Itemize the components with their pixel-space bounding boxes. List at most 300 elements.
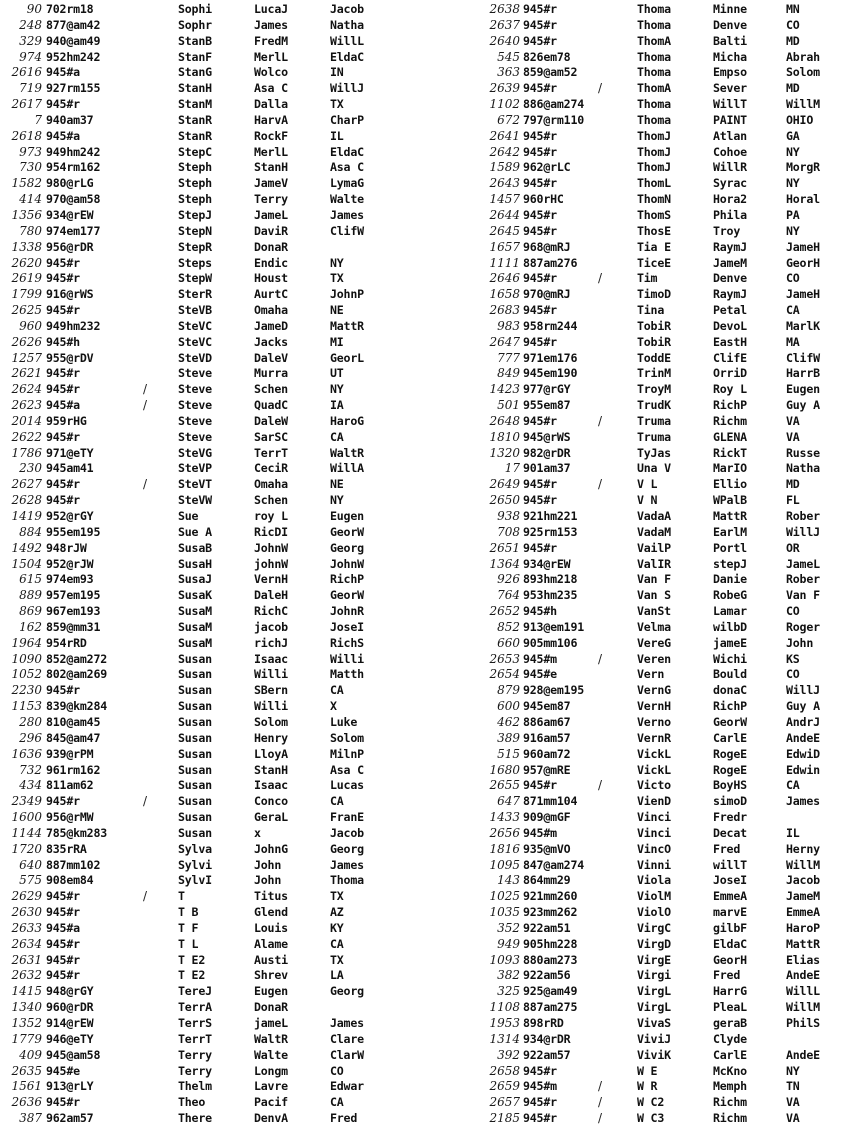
name-field-1: Steve (178, 382, 212, 397)
record-code: 839@km284 (46, 699, 108, 714)
list-item (0, 1111, 421, 1127)
handwritten-number: 462 (497, 714, 520, 729)
name-field-1: StanR (178, 128, 212, 143)
list-item (0, 937, 421, 953)
list-item (430, 208, 843, 224)
name-field-1: Susan (178, 683, 212, 698)
name-field-3: JameH (786, 287, 820, 302)
list-item (0, 129, 421, 145)
name-field-3: MD (786, 81, 800, 96)
name-field-2: HarrG (713, 984, 747, 999)
name-field-1: Terry (178, 1047, 212, 1062)
handwritten-number: 2628 (11, 493, 42, 508)
record-code: 887am275 (523, 1000, 578, 1015)
list-item (0, 240, 421, 256)
handwritten-number: 732 (19, 762, 42, 777)
name-field-2: marvE (713, 905, 747, 920)
record-code: 871mm104 (523, 794, 578, 809)
name-field-1: ThomN (637, 192, 671, 207)
name-field-3: IL (330, 128, 344, 143)
name-field-2: JameV (254, 176, 288, 191)
handwritten-number: 2657 (489, 1095, 520, 1110)
name-field-1: SusaK (178, 588, 212, 603)
record-code: 945@rWS (523, 429, 571, 444)
handwritten-number: 2642 (489, 144, 520, 159)
name-field-1: Susan (178, 825, 212, 840)
list-item (430, 667, 843, 683)
record-code: 945#r (46, 477, 80, 492)
name-field-1: ViviK (637, 1047, 671, 1062)
list-item (0, 842, 421, 858)
name-field-3: JohnR (330, 604, 364, 619)
name-field-1: StanM (178, 97, 212, 112)
handwritten-number: 2646 (489, 271, 520, 286)
list-item (0, 208, 421, 224)
list-item (430, 113, 843, 129)
handwritten-number: 1636 (11, 746, 42, 761)
handwritten-number: 392 (497, 1047, 520, 1062)
name-field-2: EastH (713, 334, 747, 349)
name-field-2: VernH (254, 572, 288, 587)
name-field-1: Sylvi (178, 857, 212, 872)
record-code: 810@am45 (46, 714, 101, 729)
record-code: 893hm218 (523, 572, 578, 587)
name-field-1: SusaM (178, 604, 212, 619)
name-field-3: John (786, 635, 814, 650)
name-field-1: Van F (637, 572, 671, 587)
name-field-3: WillM (786, 97, 820, 112)
record-code: 945#r (523, 1063, 557, 1078)
name-field-2: stepJ (713, 556, 747, 571)
name-field-3: MA (786, 334, 800, 349)
record-code: 802@am269 (46, 667, 108, 682)
name-field-3: EldaC (330, 144, 364, 159)
record-code: 945#r (523, 128, 557, 143)
name-field-2: MerlL (254, 49, 288, 64)
handwritten-number: 2658 (489, 1063, 520, 1078)
name-field-2: DaleV (254, 350, 288, 365)
name-field-2: RogeE (713, 746, 747, 761)
name-field-1: Sue A (178, 524, 212, 539)
name-field-2: Willi (254, 699, 288, 714)
list-item (0, 588, 421, 604)
handwritten-number: 2014 (11, 413, 42, 428)
record-code: 945#r (523, 17, 557, 32)
handwritten-number: 879 (497, 683, 520, 698)
name-field-1: TrudK (637, 398, 671, 413)
name-field-2: Denve (713, 271, 747, 286)
name-field-1: TerrA (178, 1000, 212, 1015)
name-field-3: AndeE (786, 1047, 820, 1062)
name-field-1: StanF (178, 49, 212, 64)
name-field-3: NY (786, 1063, 800, 1078)
list-item (0, 968, 421, 984)
record-code: 945#r (523, 334, 557, 349)
name-field-3: GeorW (330, 524, 364, 539)
list-item (430, 1032, 843, 1048)
record-code: 945#r (46, 968, 80, 983)
name-field-3: ClarW (330, 1047, 364, 1062)
record-code: 961rm162 (46, 762, 101, 777)
name-field-1: Sylva (178, 841, 212, 856)
list-item (430, 509, 843, 525)
name-field-2: Walte (254, 1047, 288, 1062)
name-field-2: Louis (254, 920, 288, 935)
list-item (0, 81, 421, 97)
handwritten-number: 1419 (11, 509, 42, 523)
handwritten-number: 2655 (489, 778, 520, 793)
name-field-1: StepN (178, 223, 212, 238)
list-item (0, 683, 421, 699)
name-field-1: Vinci (637, 810, 671, 825)
check-mark: / (598, 271, 603, 286)
name-field-3: KY (330, 920, 344, 935)
name-field-2: DonaR (254, 1000, 288, 1015)
name-field-3: CA (330, 794, 344, 809)
list-item (0, 335, 421, 351)
name-field-2: jameE (713, 635, 747, 650)
record-code: 940@am49 (46, 33, 101, 48)
name-field-1: VirgC (637, 920, 671, 935)
record-code: 945#r (46, 97, 80, 112)
record-code: 811am62 (46, 778, 94, 793)
name-field-3: EldaC (330, 49, 364, 64)
name-field-3: CA (330, 936, 344, 951)
record-code: 922am56 (523, 968, 571, 983)
list-item (430, 826, 843, 842)
record-code: 923mm262 (523, 905, 578, 920)
list-item (0, 905, 421, 921)
name-field-1: SusaM (178, 619, 212, 634)
record-code: 971@eTY (46, 445, 94, 460)
name-field-2: Clyde (713, 1031, 747, 1046)
name-field-3: OHIO (786, 112, 814, 127)
check-mark: / (598, 651, 603, 666)
record-code: 971em176 (523, 350, 578, 365)
record-code: 852@am272 (46, 651, 108, 666)
handwritten-number: 382 (497, 968, 520, 983)
record-code: 945@am58 (46, 1047, 101, 1062)
record-code: 864mm29 (523, 873, 571, 888)
list-item (430, 1095, 843, 1111)
name-field-2: simoD (713, 794, 747, 809)
handwritten-number: 1108 (489, 1000, 520, 1015)
handwritten-number: 2634 (11, 936, 42, 951)
record-code: 974em93 (46, 572, 94, 587)
name-field-2: GeorW (713, 714, 747, 729)
handwritten-number: 938 (497, 509, 520, 523)
name-field-1: SteVB (178, 303, 212, 318)
name-field-1: ThomS (637, 207, 671, 222)
list-item (0, 1016, 421, 1032)
record-code: 887mm102 (46, 857, 101, 872)
handwritten-number: 1111 (489, 255, 520, 270)
name-field-3: MI (330, 334, 344, 349)
name-field-3: JohnP (330, 287, 364, 302)
record-code: 954rRD (46, 635, 87, 650)
list-item (0, 1079, 421, 1095)
list-item (0, 810, 421, 826)
list-item (0, 731, 421, 747)
name-field-1: TiceE (637, 255, 671, 270)
record-code: 945#r (523, 271, 557, 286)
name-field-1: T (178, 889, 185, 904)
list-item (430, 461, 843, 477)
name-field-3: WillM (786, 857, 820, 872)
name-field-2: richJ (254, 635, 288, 650)
handwritten-number: 414 (19, 192, 42, 207)
record-code: 886am67 (523, 714, 571, 729)
handwritten-number: 1093 (489, 952, 520, 967)
name-field-3: Eugen (330, 509, 364, 523)
list-item (430, 2, 843, 18)
list-item (0, 461, 421, 477)
name-field-2: MattR (713, 509, 747, 523)
name-field-2: Endic (254, 255, 288, 270)
name-field-2: StanH (254, 160, 288, 175)
record-code: 945em190 (523, 366, 578, 381)
list-item (430, 620, 843, 636)
list-item (0, 113, 421, 129)
name-field-1: Vern (637, 667, 665, 682)
name-field-1: Vinci (637, 825, 671, 840)
record-code: 945#r (46, 1095, 80, 1110)
name-field-1: StanB (178, 33, 212, 48)
record-code: 925@am49 (523, 984, 578, 999)
record-code: 946@eTY (46, 1031, 94, 1046)
name-field-1: Viola (637, 873, 671, 888)
record-code: 945#r (46, 936, 80, 951)
list-item (0, 557, 421, 573)
record-code: 945#r (46, 382, 80, 397)
name-field-2: CeciR (254, 461, 288, 476)
record-code: 945#r (46, 271, 80, 286)
list-item (0, 303, 421, 319)
name-field-2: Isaac (254, 778, 288, 793)
check-mark: / (598, 1095, 603, 1110)
record-code: 880am273 (523, 952, 578, 967)
name-field-1: StepJ (178, 207, 212, 222)
record-code: 945#r (523, 81, 557, 96)
name-field-2: RobeG (713, 588, 747, 603)
name-field-3: Solom (786, 65, 820, 80)
name-field-1: VirgL (637, 1000, 671, 1015)
list-item (430, 34, 843, 50)
name-field-3: Rober (786, 509, 820, 523)
name-field-3: NE (330, 477, 344, 492)
list-item (0, 541, 421, 557)
name-field-2: Cohoe (713, 144, 747, 159)
name-field-3: KS (786, 651, 800, 666)
list-item (0, 446, 421, 462)
name-field-1: VirgD (637, 936, 671, 951)
record-code: 913@em191 (523, 619, 585, 634)
name-field-3: FranE (330, 810, 364, 825)
name-field-2: Titus (254, 889, 288, 904)
handwritten-number: 1433 (489, 810, 520, 825)
name-field-1: Tim (637, 271, 658, 286)
record-code: 928@em195 (523, 683, 585, 698)
list-item (0, 271, 421, 287)
handwritten-number: 2620 (11, 255, 42, 270)
name-field-3: MarlK (786, 318, 820, 333)
name-field-2: WaltR (254, 1031, 288, 1046)
name-field-2: BoyHS (713, 778, 747, 793)
list-item (430, 889, 843, 905)
record-code: 970@am58 (46, 192, 101, 207)
handwritten-number: 2637 (489, 17, 520, 32)
name-field-3: JoseI (330, 619, 364, 634)
handwritten-number: 1364 (489, 556, 520, 571)
name-field-1: Veren (637, 651, 671, 666)
name-field-2: Fred (713, 841, 741, 856)
name-field-2: JameM (713, 255, 747, 270)
name-field-3: James (786, 794, 820, 809)
handwritten-number: 2652 (489, 604, 520, 619)
list-item (0, 34, 421, 50)
name-field-1: StanR (178, 112, 212, 127)
name-field-3: AndeE (786, 730, 820, 745)
name-field-1: Tina (637, 303, 665, 318)
name-field-1: VanSt (637, 604, 671, 619)
record-code: 945#r (523, 207, 557, 222)
name-field-1: W R (637, 1079, 658, 1094)
record-code: 955em195 (46, 524, 101, 539)
name-field-3: Fred (330, 1111, 358, 1126)
list-item (430, 1079, 843, 1095)
name-field-2: Longm (254, 1063, 288, 1078)
list-item (0, 192, 421, 208)
record-code: 859@mm31 (46, 619, 101, 634)
name-field-1: VirgL (637, 984, 671, 999)
handwritten-number: 2619 (11, 271, 42, 286)
handwritten-number: 162 (19, 619, 42, 634)
list-item (430, 1111, 843, 1127)
name-field-3: GeorH (786, 255, 820, 270)
record-code: 945#r (46, 952, 80, 967)
record-code: 945#r (46, 303, 80, 318)
handwritten-number: 983 (497, 318, 520, 333)
name-field-3: WaltR (330, 445, 364, 460)
name-field-2: Schen (254, 382, 288, 397)
handwritten-number: 708 (497, 524, 520, 539)
record-code: 945#a (46, 65, 80, 80)
name-field-1: Sophi (178, 2, 212, 16)
name-field-1: TerrT (178, 1031, 212, 1046)
name-field-3: Luke (330, 714, 358, 729)
name-field-1: VienD (637, 794, 671, 809)
list-item (430, 430, 843, 446)
name-field-3: Edwin (786, 762, 820, 777)
list-item (430, 271, 843, 287)
list-item (0, 652, 421, 668)
name-field-1: TroyM (637, 382, 671, 397)
record-code: 970@mRJ (523, 287, 571, 302)
handwritten-number: 1779 (11, 1031, 42, 1046)
list-item (430, 968, 843, 984)
handwritten-number: 1600 (11, 810, 42, 825)
name-field-2: Dalla (254, 97, 288, 112)
name-field-1: ViviJ (637, 1031, 671, 1046)
name-field-2: StanH (254, 762, 288, 777)
name-field-1: T L (178, 936, 199, 951)
list-item (430, 588, 843, 604)
handwritten-number: 1582 (11, 176, 42, 191)
name-field-2: McKno (713, 1063, 747, 1078)
name-field-1: VernH (637, 699, 671, 714)
handwritten-number: 296 (19, 730, 42, 745)
handwritten-number: 1680 (489, 762, 520, 777)
record-code: 945#r (523, 144, 557, 159)
name-field-1: Thoma (637, 49, 671, 64)
name-field-3: AndeE (786, 968, 820, 983)
handwritten-number: 960 (19, 318, 42, 333)
name-field-1: VirgE (637, 952, 671, 967)
list-item (0, 430, 421, 446)
name-field-3: TX (330, 271, 344, 286)
name-field-2: Fredr (713, 810, 747, 825)
name-field-2: DaleH (254, 588, 288, 603)
record-code: 945#r (523, 540, 557, 555)
name-field-2: JohnG (254, 841, 288, 856)
list-item (0, 763, 421, 779)
record-code: 945#r (523, 303, 557, 318)
list-item (430, 240, 843, 256)
name-field-2: Henry (254, 730, 288, 745)
name-field-3: Solom (330, 730, 364, 745)
name-field-2: Fred (713, 968, 741, 983)
name-field-1: SusaM (178, 635, 212, 650)
record-code: 952@rGY (46, 509, 94, 523)
list-item (0, 382, 421, 398)
name-field-3: X (330, 699, 337, 714)
name-field-2: Glend (254, 905, 288, 920)
name-field-3: VA (786, 1095, 800, 1110)
list-item (0, 18, 421, 34)
name-field-1: Sophr (178, 17, 212, 32)
list-item (0, 794, 421, 810)
list-item (430, 541, 843, 557)
name-field-3: VA (786, 413, 800, 428)
name-field-1: Vinni (637, 857, 671, 872)
name-field-3: CO (786, 667, 800, 682)
record-code: 945#a (46, 398, 80, 413)
name-field-2: WillT (713, 97, 747, 112)
name-field-2: Lamar (713, 604, 747, 619)
list-item (0, 1095, 421, 1111)
record-code: 962am57 (46, 1111, 94, 1126)
list-item (0, 1000, 421, 1016)
record-code: 945#r (523, 778, 557, 793)
list-item (0, 667, 421, 683)
name-field-1: Susan (178, 746, 212, 761)
handwritten-number: 2653 (489, 651, 520, 666)
record-code: 934@rEW (46, 207, 94, 222)
name-field-1: SteVG (178, 445, 212, 460)
record-code: 954rm162 (46, 160, 101, 175)
record-code: 916@rWS (46, 287, 94, 302)
list-item (430, 984, 843, 1000)
handwritten-number: 2640 (489, 33, 520, 48)
list-item (0, 1048, 421, 1064)
name-field-3: VA (786, 429, 800, 444)
list-item (430, 921, 843, 937)
list-item (0, 97, 421, 113)
list-item (430, 699, 843, 715)
name-field-2: willT (713, 857, 747, 872)
name-field-1: Steph (178, 192, 212, 207)
list-item (430, 1016, 843, 1032)
